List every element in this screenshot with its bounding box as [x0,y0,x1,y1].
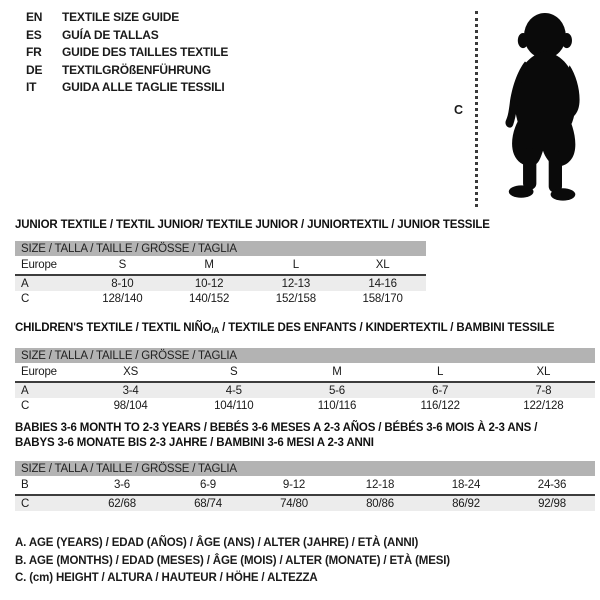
value-cell: 10-12 [166,275,253,291]
row-label-cell: C [21,400,30,412]
value-cell: 7-8 [492,382,595,398]
language-row-en [26,9,228,27]
table-row-age [15,275,426,291]
row-label-cell: A [15,382,79,398]
value-cell: 4-5 [182,382,285,398]
value-cell: XS [79,363,182,382]
language-title-list [26,9,228,97]
value-cell: M [166,256,253,275]
value-cell: 74/80 [251,495,337,511]
value-cell: 140/152 [189,293,230,305]
value-cell: 68/74 [165,495,251,511]
heading-line: BABIES 3-6 MONTH TO 2-3 YEARS / BEBÉS 3-6 MESES A 2-3 AÑOS / BÉBÉS 3-6 MOIS À 2-3 ANS / [15,422,538,434]
table-row-height [15,398,595,414]
height-dotted-line [475,11,478,207]
height-measure-figure [444,5,600,213]
value-cell: 80/86 [337,495,423,511]
language-code: IT [26,80,37,94]
value-cell: 6-9 [165,476,251,495]
language-row-it [26,79,228,97]
table-row-europe [15,256,426,275]
value-cell: 3-4 [79,382,182,398]
language-row-fr [26,44,228,62]
value-cell: 14-16 [339,275,426,291]
value-cell: 62/68 [79,495,165,511]
table-header-label: SIZE / TALLA / TAILLE / GRÖSSE / TAGLIA [15,348,595,363]
value-cell: 128/140 [102,293,143,305]
heading-subscript: /A [211,326,220,335]
language-title: TEXTILGRÖßENFÜHRUNG [62,62,211,77]
row-label-cell: B [15,476,79,495]
language-row-es [26,27,228,45]
toddler-silhouette-icon [486,7,600,209]
language-title: GUIDE DES TAILLES TEXTILE [62,45,229,59]
children-section-heading [15,322,554,335]
value-cell: 8-10 [79,275,166,291]
value-cell: 9-12 [251,476,337,495]
babies-section-heading [15,421,537,450]
value-cell: 3-6 [79,476,165,495]
value-cell: 152/158 [275,293,316,305]
value-cell: L [253,256,340,275]
language-code: EN [26,10,43,24]
language-title: GUÍA DE TALLAS [62,27,159,42]
junior-section-heading: JUNIOR TEXTILE / TEXTIL JUNIOR/ TEXTILE JUNIOR / JUNIORTEXTIL / JUNIOR TESSILE [15,219,490,231]
value-cell: M [285,363,388,382]
table-row-age [15,382,595,398]
value-cell: L [389,363,492,382]
value-cell: S [79,256,166,275]
value-cell: 158/170 [362,293,403,305]
value-cell: 116/122 [420,400,460,412]
table-header-label: SIZE / TALLA / TAILLE / GRÖSSE / TAGLIA [15,461,595,476]
height-label: C [454,103,464,117]
value-cell: 12-18 [337,476,423,495]
language-title: TEXTILE SIZE GUIDE [62,10,180,24]
language-row-de [26,62,228,80]
value-cell: XL [492,363,595,382]
value-cell: 122/128 [523,400,564,412]
table-row-months [15,476,595,495]
language-code: DE [26,62,43,77]
value-cell: 5-6 [285,382,388,398]
row-label-cell: Europe [15,363,79,382]
table-header-label: SIZE / TALLA / TAILLE / GRÖSSE / TAGLIA [15,241,426,256]
value-cell: 104/110 [214,400,254,412]
note-age-months: B. AGE (MONTHS) / EDAD (MESES) / ÂGE (MOIS) / ALTER (MONATE) / ETÀ (MESI) [15,554,450,567]
value-cell: 18-24 [423,476,509,495]
language-code: ES [26,27,42,42]
table-row-height [15,495,595,511]
row-label-cell: Europe [15,256,79,275]
table-row-europe [15,363,595,382]
value-cell: 6-7 [389,382,492,398]
language-title: GUIDA ALLE TAGLIE TESSILI [62,80,225,94]
value-cell: S [182,363,285,382]
note-height-cm: C. (cm) HEIGHT / ALTURA / HAUTEUR / HÖHE / ALTEZZA [15,572,318,584]
row-label-cell: A [15,275,79,291]
table-header-row [15,241,426,256]
value-cell: 86/92 [423,495,509,511]
value-cell: XL [339,256,426,275]
babies-size-table [15,461,595,511]
note-age-years: A. AGE (YEARS) / EDAD (AÑOS) / ÂGE (ANS) / ALTER (JAHRE) / ETÀ (ANNI) [15,537,419,549]
children-size-table [15,348,595,414]
value-cell: 98/104 [113,400,148,412]
table-header-row [15,348,595,363]
table-row-height [15,291,426,307]
row-label-cell: C [15,495,79,511]
junior-size-table [15,241,426,307]
row-label-cell: C [21,293,30,305]
legend-notes [15,535,450,588]
language-code: FR [26,45,42,59]
value-cell: 12-13 [253,275,340,291]
heading-line: BABYS 3-6 MONATE BIS 2-3 JAHRE / BAMBINI 3-6 MESI A 2-3 ANNI [15,436,374,449]
value-cell: 92/98 [509,495,595,511]
value-cell: 24-36 [509,476,595,495]
heading-text: / TEXTILE DES ENFANTS / KINDERTEXTIL / BAMBINI TESSILE [219,322,555,334]
value-cell: 110/116 [317,400,357,412]
heading-text: CHILDREN'S TEXTILE / TEXTIL NIÑO [15,322,212,334]
table-header-row [15,461,595,476]
